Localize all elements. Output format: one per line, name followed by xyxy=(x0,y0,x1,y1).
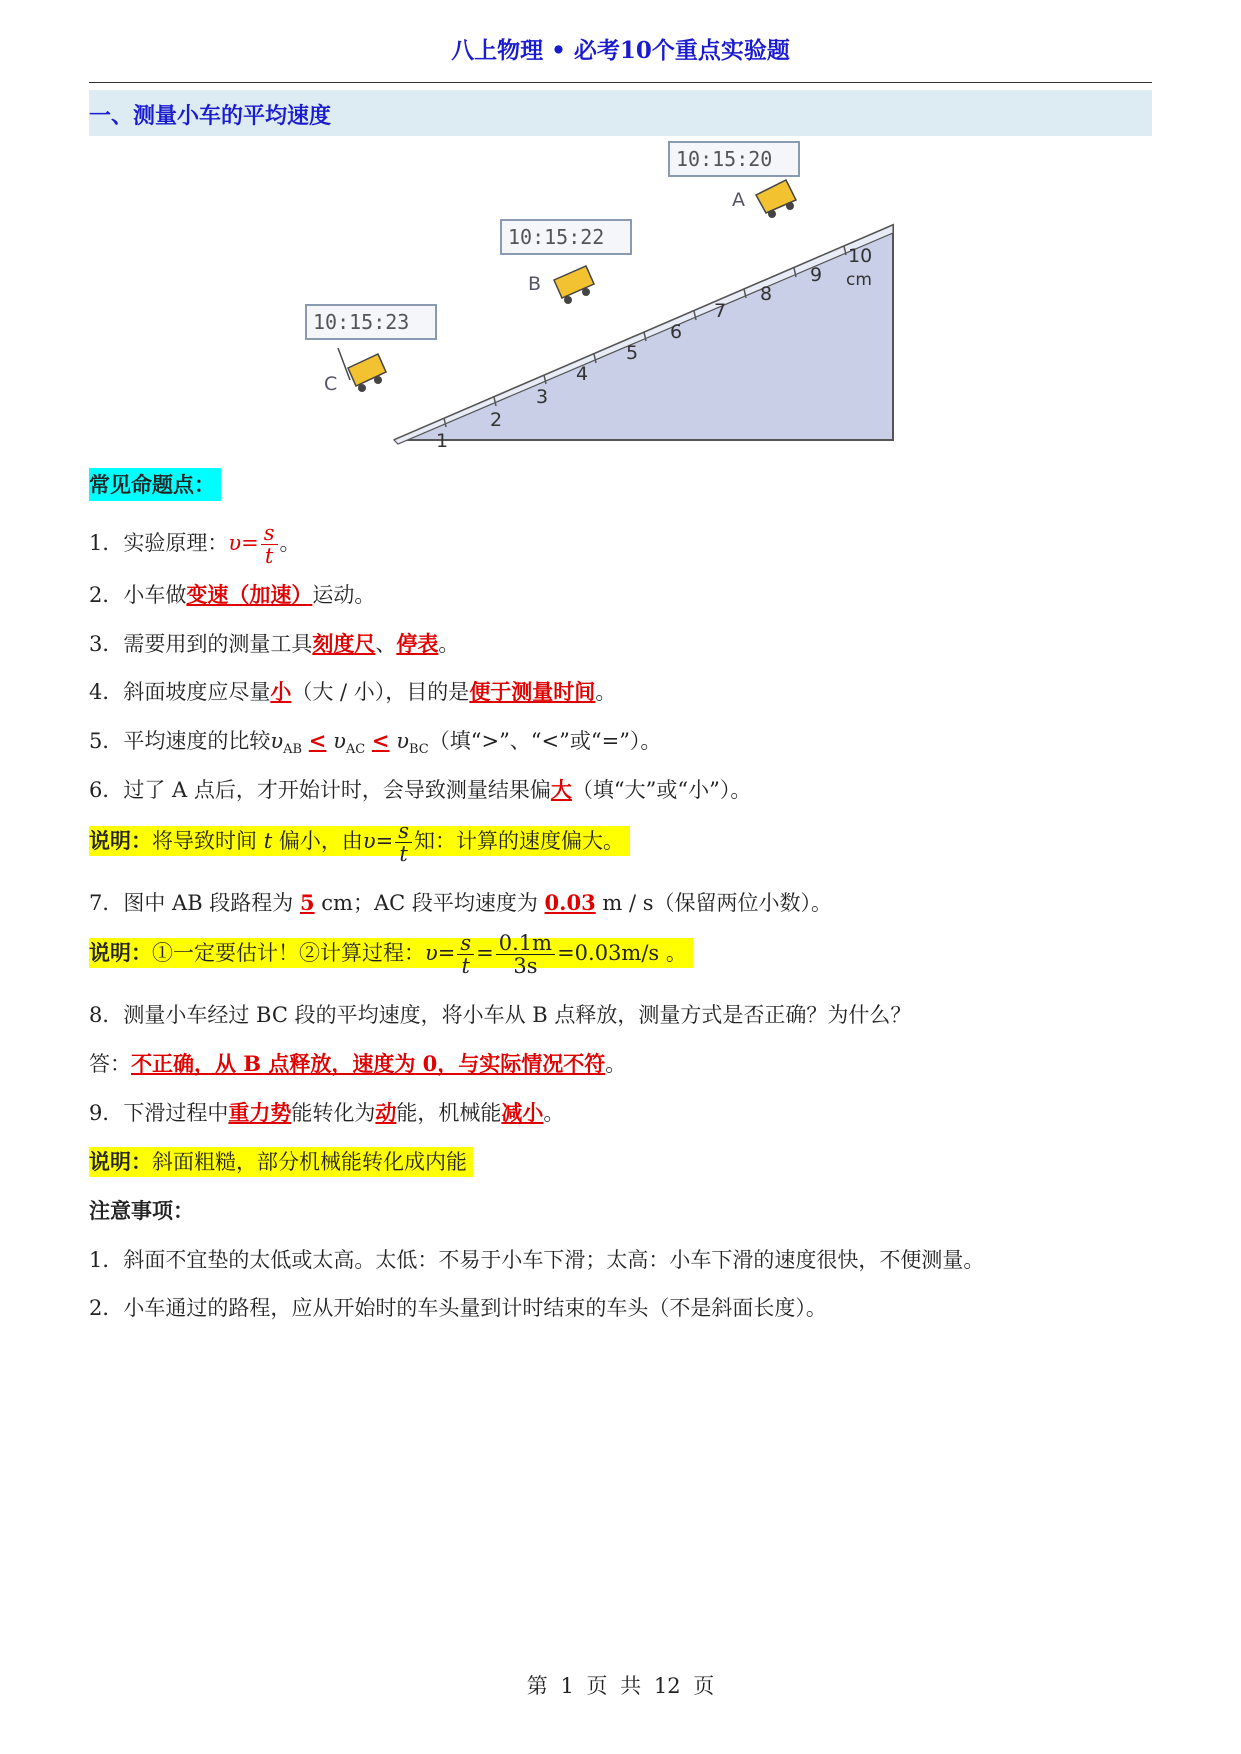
item-9-pre: 9．下滑过程中 xyxy=(89,1101,229,1125)
topics-label-line xyxy=(89,470,221,500)
v-symbol: υ xyxy=(270,729,284,753)
item-4-answer-2: 便于测量时间 xyxy=(469,679,596,704)
item-4-answer-1: 小 xyxy=(270,679,292,704)
item-1-fraction xyxy=(261,522,278,567)
item-2-post: 运动。 xyxy=(312,583,376,607)
note-3-text: 斜面粗糙，部分机械能转化成内能 xyxy=(152,1150,467,1174)
note-1-pre: 将导致时间 xyxy=(152,829,264,853)
note-2-fraction-1 xyxy=(457,932,474,977)
fraction-numerator: s xyxy=(395,820,412,843)
caution-2: 2．小车通过的路程，应从开始时的车头量到计时结束的车头（不是斜面长度）。 xyxy=(89,1296,827,1320)
fraction-denominator: t xyxy=(399,842,408,866)
item-6-answer: 大 xyxy=(550,777,572,802)
tick-label-4: 4 xyxy=(576,363,589,385)
sub-ac: AC xyxy=(345,742,366,758)
item-9-answer-3: 减小 xyxy=(501,1100,544,1125)
item-7-pre: 7．图中 AB 段路程为 xyxy=(89,891,300,915)
item-8-answer-line xyxy=(89,1049,626,1079)
item-9-answer-2: 动 xyxy=(375,1100,397,1125)
note-2-pre: ①一定要估计！②计算过程： xyxy=(152,941,425,965)
note-1-t: t xyxy=(263,829,273,853)
tick-label-8: 8 xyxy=(760,283,773,305)
fraction-denominator: 3s xyxy=(513,954,538,978)
item-4-pre: 4．斜面坡度应尽量 xyxy=(89,680,271,704)
item-6-post: （填“大”或“小”）。 xyxy=(571,778,752,802)
tick-label-7: 7 xyxy=(714,300,727,322)
item-5 xyxy=(89,726,661,765)
note-1-label: 说明： xyxy=(89,828,152,853)
v-symbol: υ xyxy=(333,729,346,753)
sub-bc: BC xyxy=(408,742,429,758)
note-3 xyxy=(89,1147,473,1177)
item-5-post: （填“>”、“<”或“=”）。 xyxy=(428,729,662,753)
item-8-answer-post: 。 xyxy=(605,1052,627,1076)
fraction-numerator: 0.1m xyxy=(496,932,555,955)
note-2-fraction-2 xyxy=(496,932,555,977)
tick-label-5: 5 xyxy=(626,342,639,364)
clock-b-time: 10:15:22 xyxy=(508,225,605,249)
item-4-mid: （大 / 小），目的是 xyxy=(291,680,470,704)
cautions-label: 注意事项： xyxy=(89,1198,194,1223)
note-2-result: =0.03m/s xyxy=(557,941,660,965)
tick-label-6: 6 xyxy=(670,321,683,343)
page-header-title: 八上物理 • 必考10个重点实验题 xyxy=(451,37,790,64)
item-5-answer-2: < xyxy=(371,728,390,753)
item-5-answer-1: < xyxy=(308,728,327,753)
tick-label-9: 9 xyxy=(810,264,823,286)
incline-figure xyxy=(313,147,906,452)
page-footer: 第 1 页 共 12 页 xyxy=(526,1674,715,1698)
note-1-lhs: υ= xyxy=(362,829,394,853)
fraction-denominator: t xyxy=(264,544,274,568)
point-label-a: A xyxy=(732,189,745,211)
sub-ab: AB xyxy=(283,742,303,758)
item-1-text: 1．实验原理： xyxy=(89,531,229,555)
item-7-answer-1: 5 xyxy=(299,890,315,915)
section-title: 一、测量小车的平均速度 xyxy=(89,103,332,129)
note-2-label: 说明： xyxy=(89,940,152,965)
item-1 xyxy=(89,522,301,567)
note-2 xyxy=(89,932,693,977)
tick-label-1: 1 xyxy=(436,430,449,452)
item-3-answer-1: 刻度尺 xyxy=(312,631,376,656)
unit-label: cm xyxy=(846,270,872,290)
clock-c-time: 10:15:23 xyxy=(313,310,410,334)
topics-label: 常见命题点： xyxy=(89,468,221,501)
note-2-post: 。 xyxy=(665,941,687,965)
item-3 xyxy=(89,629,459,659)
cart-c xyxy=(338,348,386,392)
item-2 xyxy=(89,580,375,610)
item-1-formula-lhs: υ= xyxy=(228,531,259,555)
item-3-pre: 3．需要用到的测量工具 xyxy=(89,632,313,656)
item-4-post: 。 xyxy=(595,680,617,704)
item-2-pre: 2．小车做 xyxy=(89,583,187,607)
item-6 xyxy=(89,775,751,805)
item-3-answer-2: 停表 xyxy=(396,631,439,656)
point-label-b: B xyxy=(528,273,542,295)
cart-b xyxy=(554,266,594,304)
note-1 xyxy=(89,820,630,865)
note-2-eq: = xyxy=(476,941,494,965)
clock-a-time: 10:15:20 xyxy=(676,147,773,171)
item-5-pre: 5．平均速度的比较 xyxy=(89,729,271,753)
item-7-mid: cm；AC 段平均速度为 xyxy=(314,891,545,915)
note-2-lhs: υ= xyxy=(425,941,456,965)
item-2-answer: 变速（加速） xyxy=(186,582,313,607)
note-1-mid: 偏小，由 xyxy=(272,829,363,853)
caution-1: 1．斜面不宜垫的太低或太高。太低：不易于小车下滑；太高：小车下滑的速度很快，不便测量。 xyxy=(89,1248,985,1272)
item-9-mid-2: 能，机械能 xyxy=(396,1101,502,1125)
item-1-end: 。 xyxy=(279,531,301,555)
cart-a xyxy=(756,180,796,218)
point-label-c: C xyxy=(324,373,338,395)
item-6-pre: 6．过了 A 点后，才开始计时，会导致测量结果偏 xyxy=(89,778,551,802)
item-9-post: 。 xyxy=(543,1101,565,1125)
fraction-numerator: s xyxy=(261,522,278,545)
fraction-denominator: t xyxy=(461,954,470,978)
tick-label-2: 2 xyxy=(490,409,503,431)
item-7 xyxy=(89,888,832,918)
note-3-label: 说明： xyxy=(89,1149,152,1174)
note-2-highlight xyxy=(89,931,693,978)
item-9 xyxy=(89,1098,564,1128)
tick-label-3: 3 xyxy=(536,386,549,408)
item-8-text: 8．测量小车经过 BC 段的平均速度，将小车从 B 点释放，测量方式是否正确？为什么？ xyxy=(89,1003,912,1027)
note-1-highlight xyxy=(89,819,630,866)
item-7-post: m / s（保留两位小数）。 xyxy=(595,891,832,915)
item-4 xyxy=(89,677,616,707)
item-9-mid-1: 能转化为 xyxy=(291,1101,376,1125)
header-rule xyxy=(89,82,1152,83)
note-1-post: 知：计算的速度偏大。 xyxy=(413,829,624,853)
v-symbol: υ xyxy=(396,729,409,753)
fraction-numerator: s xyxy=(457,932,474,955)
item-3-sep: 、 xyxy=(375,632,397,656)
item-9-answer-1: 重力势 xyxy=(228,1100,292,1125)
note-3-highlight xyxy=(89,1147,473,1177)
item-8-answer-pre: 答： xyxy=(89,1052,131,1076)
item-8 xyxy=(89,1000,911,1030)
tick-label-10: 10 xyxy=(848,245,873,267)
note-1-fraction xyxy=(395,820,412,865)
section-header-bar xyxy=(89,90,1152,136)
item-3-post: 。 xyxy=(438,632,460,656)
item-8-answer: 不正确，从 B 点释放，速度为 0，与实际情况不符 xyxy=(131,1051,606,1076)
item-7-answer-2: 0.03 xyxy=(544,890,596,915)
